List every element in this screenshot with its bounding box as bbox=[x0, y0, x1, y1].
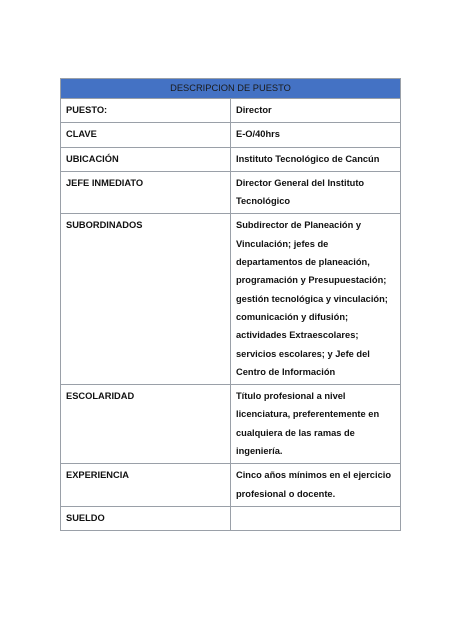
table-row-subordinados bbox=[61, 214, 401, 385]
job-description-table bbox=[60, 78, 401, 531]
table-row-experiencia bbox=[61, 464, 401, 507]
row-value: Subdirector de Planeación y Vinculación; jefes de departamentos de planeación, programación y Presupuestación; gestión tecnológica y vinculación; comunicación y difusión; actividades Extraescolares; servicios escolares; y Jefe del Centro de Información bbox=[231, 214, 401, 385]
table-row-escolaridad bbox=[61, 385, 401, 464]
row-label: PUESTO: bbox=[61, 99, 231, 123]
row-value bbox=[231, 506, 401, 530]
table-row-clave bbox=[61, 123, 401, 147]
row-label: JEFE INMEDIATO bbox=[61, 171, 231, 214]
table-row-sueldo bbox=[61, 506, 401, 530]
table-row-jefe-inmediato bbox=[61, 171, 401, 214]
row-value: Director bbox=[231, 99, 401, 123]
table-header-row bbox=[61, 79, 401, 99]
row-value: Cinco años mínimos en el ejercicio profesional o docente. bbox=[231, 464, 401, 507]
row-label: SUBORDINADOS bbox=[61, 214, 231, 385]
table-row-puesto bbox=[61, 99, 401, 123]
row-value: Instituto Tecnológico de Cancún bbox=[231, 147, 401, 171]
row-label: CLAVE bbox=[61, 123, 231, 147]
row-value: E-O/40hrs bbox=[231, 123, 401, 147]
row-label: EXPERIENCIA bbox=[61, 464, 231, 507]
table-row-ubicacion bbox=[61, 147, 401, 171]
row-label: UBICACIÓN bbox=[61, 147, 231, 171]
table-title: DESCRIPCION DE PUESTO bbox=[61, 79, 401, 99]
row-label: SUELDO bbox=[61, 506, 231, 530]
row-label: ESCOLARIDAD bbox=[61, 385, 231, 464]
row-value: Director General del Instituto Tecnológico bbox=[231, 171, 401, 214]
row-value: Título profesional a nivel licenciatura, preferentemente en cualquiera de las ramas de ingeniería. bbox=[231, 385, 401, 464]
